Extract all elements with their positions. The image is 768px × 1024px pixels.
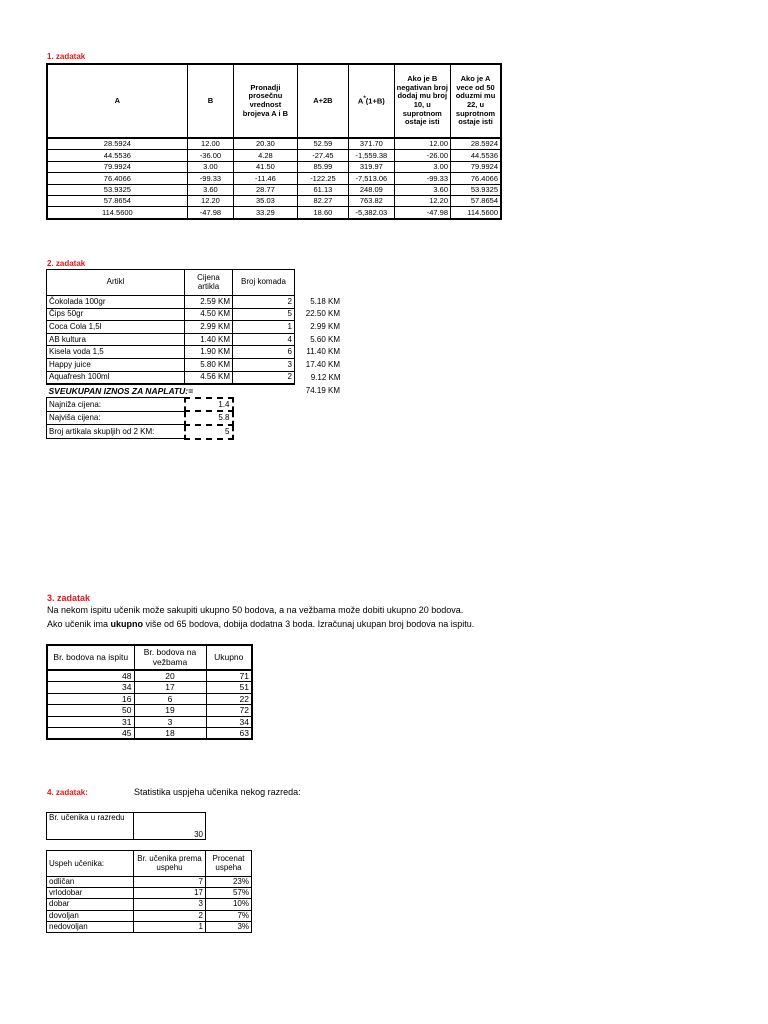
cell: -99.33: [187, 173, 233, 184]
cell: 1: [134, 921, 206, 932]
item-total: 2.99 KM: [310, 321, 340, 331]
cell: 114.5600: [47, 207, 187, 219]
table-row: [47, 184, 501, 195]
cell: 63: [206, 727, 252, 739]
cell: 76.4066: [451, 173, 501, 184]
item-name: Aquafresh 100ml: [47, 371, 185, 384]
task4-header-count: Br. učenika prema uspehu: [134, 851, 206, 877]
cell: dobar: [47, 899, 134, 910]
cell: -11.46: [234, 173, 298, 184]
cell: odličan: [47, 877, 134, 888]
cell: -47.98: [394, 207, 450, 219]
task3-line2-bold: ukupno: [110, 619, 144, 629]
cell: 45: [47, 727, 134, 739]
table-row: [47, 877, 252, 888]
item-price: 4.56 KM: [185, 371, 233, 384]
cell: -47.98: [187, 207, 233, 219]
cell: 35.03: [234, 195, 298, 206]
cell: 53.9325: [47, 184, 187, 195]
task4-subtitle: Statistika uspjeha učenika nekog razreda:: [134, 787, 301, 797]
task4-success-table: [46, 850, 252, 933]
table-row: [47, 138, 501, 150]
table-row: [47, 173, 501, 184]
cell: 3.60: [187, 184, 233, 195]
cell: 51: [206, 682, 252, 693]
item-qty: 4: [233, 333, 295, 346]
cell: 57.8654: [47, 195, 187, 206]
task1-header-a2b: A+2B: [297, 64, 348, 138]
item-name: Happy juice: [47, 358, 185, 371]
cell: 57.8654: [451, 195, 501, 206]
task3-table: [46, 644, 253, 740]
cell: 12.20: [187, 195, 233, 206]
item-qty: 2: [233, 371, 295, 384]
cell: 79.9924: [451, 161, 501, 172]
cell: 7: [134, 877, 206, 888]
cell: 3%: [206, 921, 252, 932]
cell: 28.5924: [451, 138, 501, 150]
table-row: [47, 321, 343, 334]
cell: 23%: [206, 877, 252, 888]
table-row: [47, 682, 252, 693]
item-qty: 1: [233, 321, 295, 334]
item-name: Čokolada 100gr: [47, 296, 185, 309]
cell: 3.00: [394, 161, 450, 172]
cell: 20.30: [234, 138, 298, 150]
cell: dovoljan: [47, 910, 134, 921]
cell: 34: [206, 716, 252, 727]
task2-header-qty: Broj komada: [233, 270, 295, 296]
cell: 22: [206, 693, 252, 704]
item-total: 5.18 KM: [310, 296, 340, 306]
cell: 76.4066: [47, 173, 187, 184]
task4-students-table: [46, 812, 206, 840]
cell: -1,559.38: [349, 150, 394, 161]
task3-line2-pre: Ako učenik ima: [47, 619, 111, 629]
cell: 18.60: [297, 207, 348, 219]
cell: 44.5536: [451, 150, 501, 161]
table-row: [47, 398, 343, 412]
task1-title: 1. zadatak: [47, 52, 86, 61]
item-name: Kisela voda 1,5: [47, 346, 185, 359]
sum-label: SVEUKUPAN IZNOS ZA NAPLATU:=: [48, 385, 194, 396]
task3-title: 3. zadatak: [47, 593, 91, 603]
item-qty: 6: [233, 346, 295, 359]
cell: 114.5600: [451, 207, 501, 219]
table-row: [47, 888, 252, 899]
max-value: 5.8: [185, 411, 233, 425]
task3-header-exam: Br. bodova na ispitu: [47, 645, 134, 670]
item-name: Coca Cola 1,5l: [47, 321, 185, 334]
task1-header-a-cond: Ako je A vece od 50 oduzmi mu 22, u suprotnom ostaje isti: [451, 64, 501, 138]
cell: 72: [206, 705, 252, 716]
cell: 50: [47, 705, 134, 716]
task3-line2: [47, 619, 474, 629]
cell: -36.00: [187, 150, 233, 161]
table-row: [47, 346, 343, 359]
cell: 48: [47, 670, 134, 682]
students-label: Br. učenika u razredu: [47, 813, 134, 840]
cell: 85.99: [297, 161, 348, 172]
task1-table: [46, 63, 502, 220]
item-price: 2.99 KM: [185, 321, 233, 334]
task3-line2-post: više od 65 bodova, dobija dodatna 3 boda. Izračunaj ukupan broj bodova na ispitu.: [143, 619, 475, 629]
cell: 52.59: [297, 138, 348, 150]
cell: 18: [134, 727, 206, 739]
task3-header-exercises: Br. bodova na vežbama: [134, 645, 206, 670]
cell: 2: [134, 910, 206, 921]
table-row: [47, 308, 343, 321]
cell: vrlodobar: [47, 888, 134, 899]
cell: 3: [134, 899, 206, 910]
item-qty: 3: [233, 358, 295, 371]
cell: 6: [134, 693, 206, 704]
cell: 57%: [206, 888, 252, 899]
cell: 28.5924: [47, 138, 187, 150]
table-row: [47, 716, 252, 727]
min-label: Najniža cijena:: [47, 398, 185, 412]
cell: 31: [47, 716, 134, 727]
cell: 20: [134, 670, 206, 682]
task1-header-b: B: [187, 64, 233, 138]
cell: 12.20: [394, 195, 450, 206]
table-row: [47, 921, 252, 932]
sum-value: 74.19 KM: [305, 385, 340, 395]
task1-header-a-times-suffix: (1+B): [365, 96, 385, 106]
item-total: 11.40 KM: [306, 347, 340, 357]
cell: 79.9924: [47, 161, 187, 172]
table-row: [47, 150, 501, 161]
cell: 3.60: [394, 184, 450, 195]
task3-line1: Na nekom ispitu učenik može sakupiti ukupno 50 bodova, a na vežbama može dobiti ukupno 20 bodova.: [47, 605, 464, 615]
table-row: [47, 161, 501, 172]
table-row: [47, 296, 343, 309]
cell: 10%: [206, 899, 252, 910]
cell: 17: [134, 888, 206, 899]
item-qty: 2: [233, 296, 295, 309]
count-value: 5: [185, 425, 233, 439]
cell: 4.28: [234, 150, 298, 161]
item-price: 1.40 KM: [185, 333, 233, 346]
cell: nedovoljan: [47, 921, 134, 932]
item-price: 2.59 KM: [185, 296, 233, 309]
cell: 3.00: [187, 161, 233, 172]
cell: 248.09: [349, 184, 394, 195]
cell: 12.00: [394, 138, 450, 150]
table-row: [47, 195, 501, 206]
table-row: [47, 693, 252, 704]
table-row: [47, 425, 343, 439]
table-row: [47, 411, 343, 425]
cell: -99.33: [394, 173, 450, 184]
task1-header-a-times-star: *: [363, 95, 366, 103]
table-row: [47, 358, 343, 371]
table-row: [47, 910, 252, 921]
task1-header-avg: Pronadji prosečnu vrednost brojeva A i B: [234, 64, 298, 138]
cell: 12.00: [187, 138, 233, 150]
task2-title: 2. zadatak: [47, 259, 86, 268]
table-row: [47, 333, 343, 346]
task1-header-a-times: [349, 64, 394, 138]
cell: 53.9325: [451, 184, 501, 195]
table-row: [47, 899, 252, 910]
students-value: 30: [134, 813, 206, 840]
cell: -5,382.03: [349, 207, 394, 219]
cell: 371.70: [349, 138, 394, 150]
cell: 44.5536: [47, 150, 187, 161]
task2-table: [46, 269, 343, 440]
cell: 71: [206, 670, 252, 682]
item-name: Čips 50gr: [47, 308, 185, 321]
cell: -27.45: [297, 150, 348, 161]
cell: 33.29: [234, 207, 298, 219]
task2-header-item: Artikl: [47, 270, 185, 296]
task2-header-price: Cijena artikla: [185, 270, 233, 296]
sum-row: [47, 384, 343, 398]
task4-title: 4. zadatak:: [47, 788, 88, 797]
count-label: Broj artikala skupljih od 2 KM:: [47, 425, 185, 439]
table-row: [47, 705, 252, 716]
cell: 763.82: [349, 195, 394, 206]
min-value: 1.4: [185, 398, 233, 412]
cell: 16: [47, 693, 134, 704]
item-price: 4.50 KM: [185, 308, 233, 321]
item-price: 1.90 KM: [185, 346, 233, 359]
cell: 82.27: [297, 195, 348, 206]
task1-header-a: A: [47, 64, 187, 138]
task4-header-percent: Procenat uspeha: [206, 851, 252, 877]
cell: 7%: [206, 910, 252, 921]
item-total: 22.50 KM: [305, 309, 340, 319]
item-total: 17.40 KM: [305, 359, 340, 369]
item-price: 5.80 KM: [185, 358, 233, 371]
table-row: [47, 670, 252, 682]
max-label: Najviša cijena:: [47, 411, 185, 425]
cell: -122.25: [297, 173, 348, 184]
item-name: AB kultura: [47, 333, 185, 346]
cell: 3: [134, 716, 206, 727]
cell: 28.77: [234, 184, 298, 195]
item-qty: 5: [233, 308, 295, 321]
table-row: [47, 207, 501, 219]
task1-header-b-cond: Ako je B negativan broj dodaj mu broj 10, u suprotnom ostaje isti: [394, 64, 450, 138]
item-total: 9.12 KM: [310, 372, 341, 382]
cell: 319.97: [349, 161, 394, 172]
cell: 34: [47, 682, 134, 693]
item-total: 5.60 KM: [310, 334, 340, 344]
cell: 41.50: [234, 161, 298, 172]
cell: -26.00: [394, 150, 450, 161]
table-row: [47, 727, 252, 739]
cell: 19: [134, 705, 206, 716]
table-row: [47, 371, 343, 384]
task4-header-success: Uspeh učenika:: [47, 851, 134, 877]
cell: -7,513.06: [349, 173, 394, 184]
task3-header-total: Ukupno: [206, 645, 252, 670]
task1-header-a-times-prefix: A: [357, 96, 364, 106]
cell: 17: [134, 682, 206, 693]
cell: 61.13: [297, 184, 348, 195]
